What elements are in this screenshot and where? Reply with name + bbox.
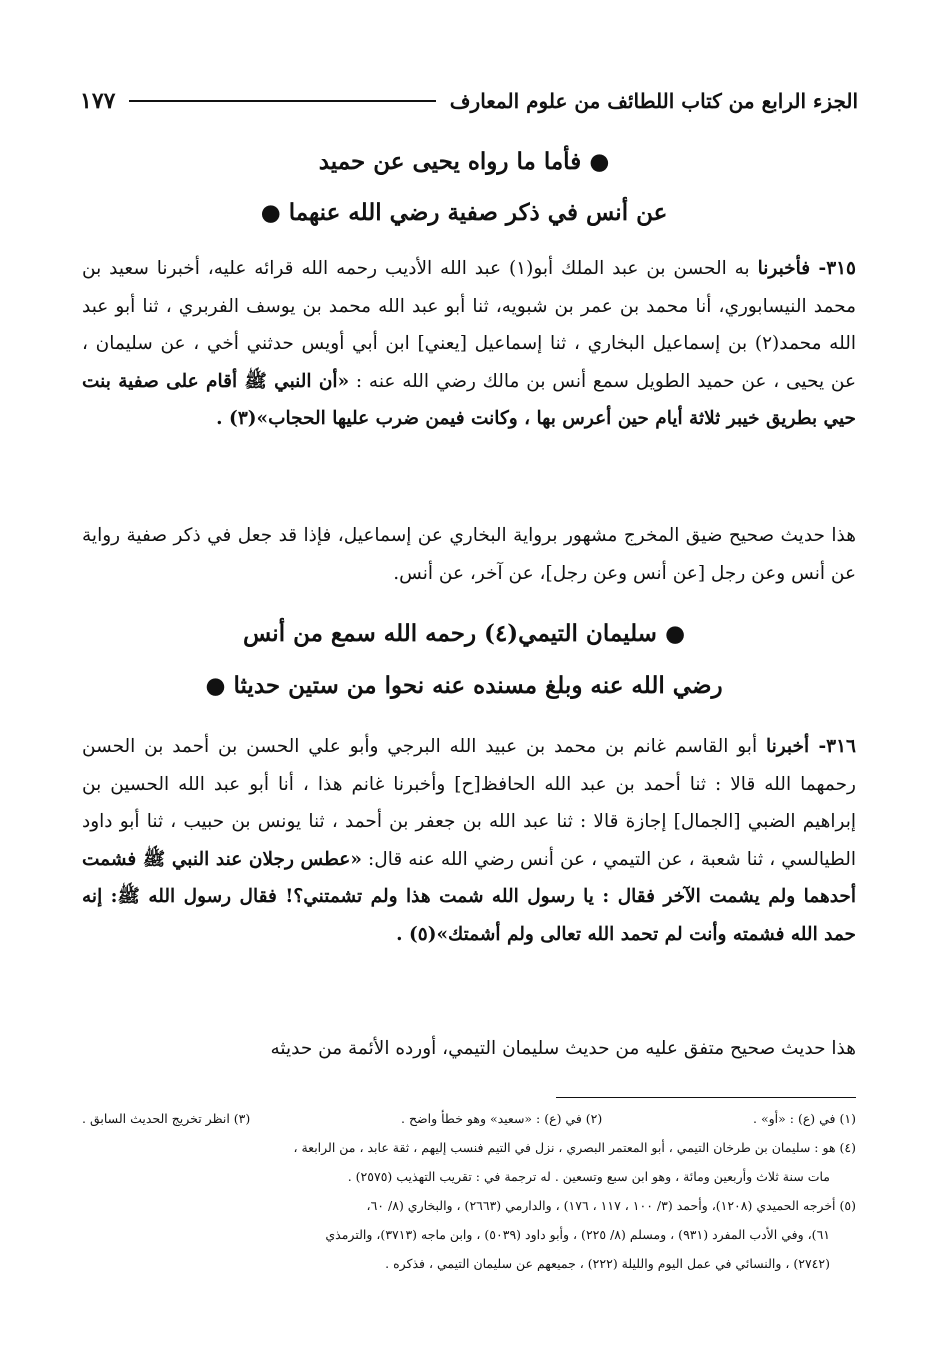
hadith-number: ٣١٥- فأخبرنا bbox=[757, 258, 856, 279]
footnote-2: (٢) في (ع) : «سعيد» وهو خطأ واضح . bbox=[401, 1111, 603, 1126]
footnotes bbox=[82, 1104, 856, 1278]
hadith-number: ٣١٦- أخبرنا bbox=[765, 736, 856, 757]
header-rule bbox=[129, 100, 435, 102]
commentary-315 bbox=[82, 517, 856, 592]
footnote-4-line: مات سنة ثلاث وأربعين ومائة ، وهو ابن سبع وتسعين . له ترجمة في : تقريب التهذيب (٢٥٧٥) . bbox=[347, 1169, 830, 1184]
section-heading-line: ● فأما ما رواه يحيى عن حميد bbox=[318, 148, 610, 175]
page-number: ١٧٧ bbox=[80, 88, 116, 114]
section-heading-line: ● سليمان التيمي(٤) رحمه الله سمع من أنس bbox=[242, 620, 686, 647]
footnote-row bbox=[82, 1104, 856, 1133]
footnote-5-line: (٥) أخرجه الحميدي (١٢٠٨)، وأحمد (٣/ ١٠٠ ، ١١٧ ، ١٧٦) ، والدارمي (٢٦٦٣) ، والبخاري (٨/ ٦٠، bbox=[366, 1198, 856, 1213]
commentary-text: هذا حديث صحيح متفق عليه من حديث سليمان التيمي، أورده الأئمة من حديثه bbox=[270, 1038, 856, 1059]
commentary-316 bbox=[82, 1030, 856, 1068]
hadith-text bbox=[82, 728, 856, 953]
hadith-315-paragraph bbox=[82, 250, 856, 438]
running-header bbox=[80, 84, 858, 118]
isnad-text: به الحسن بن عبد الملك أبو(١) عبد الله الأديب رحمه الله قرائه عليه، أخبرنا سعيد بن محمد النيسابوري، أنا محمد بن عمر بن شبويه، ثنا أبو عبد الله محمد بن يوسف الفربري ، ثنا أبو عبد الله محمد(٢) بن إسماعيل البخاري ، ثنا إسماعيل [يعني] ابن أبي أويس حدثني أخي ، عن سليمان ، عن يحيى ، عن حميد الطويل سمع أنس بن مالك رضي الله عنه : bbox=[82, 258, 856, 392]
footnote-1: (١) في (ع) : «أو» . bbox=[753, 1111, 856, 1126]
commentary-text: هذا حديث صحيح ضيق المخرج مشهور برواية البخاري عن إسماعيل، فإذا قد جعل في ذكر صفية رواية عن أنس وعن رجل [عن أنس وعن رجل]، عن آخر، عن أنس. bbox=[82, 525, 856, 584]
footnote-3: (٣) انظر تخريج الحديث السابق . bbox=[82, 1111, 251, 1126]
section-heading-line: رضي الله عنه وبلغ مسنده عنه نحوا من ستين حديثا ● bbox=[205, 672, 723, 699]
matn-quote: «عطس رجلان عند النبي ﷺ فشمت أحدهما ولم يشمت الآخر فقال : يا رسول الله شمت هذا ولم تشمتني؟! فقال رسول الله ﷺ: إنه حمد الله فشمته وأنت لم تحمد الله تعالى ولم أشمتك»(٥) . bbox=[82, 848, 856, 945]
footnote-4-line: (٤) هو : سليمان بن طرخان التيمي ، أبو المعتمر البصري ، نزل في التيم فنسب إليهم ، ثقة عابد ، من الرابعة ، bbox=[293, 1140, 856, 1155]
footnote-divider bbox=[556, 1097, 856, 1098]
matn-quote: «أن النبي ﷺ أقام على صفية بنت حيي بطريق خيبر ثلاثة أيام حين أعرس بها ، وكانت فيمن ضرب عليها الحجاب»(٣) . bbox=[82, 370, 856, 429]
running-title: الجزء الرابع من كتاب اللطائف من علوم المعارف bbox=[449, 89, 858, 113]
footnote-5-line: ٦١)، وفي الأدب المفرد (٩٣١) ، ومسلم (٨/ ٢٢٥) ، وأبو داود (٥٠٣٩) ، وابن ماجه (٣٧١٣)، والترمذي bbox=[325, 1227, 830, 1242]
section-heading-line: عن أنس في ذكر صفية رضي الله عنهما ● bbox=[260, 199, 668, 226]
hadith-316-paragraph bbox=[82, 728, 856, 953]
footnote-5-line: (٢٧٤٢) ، والنسائي في عمل اليوم والليلة (٢٢٢) ، جميعهم عن سليمان التيمي ، فذكره . bbox=[385, 1256, 830, 1271]
isnad-text: أبو القاسم غانم بن محمد بن عبيد الله البرجي وأبو علي الحسن بن أحمد بن الحسن رحمهما الله قالا : ثنا أحمد بن عبد الله الحافظ[ح] وأخبرنا غانم هذا ، أنا أبو عبد الله الحسين بن إبراهيم الضبي [الجمال] إجازة قالا : ثنا عبد الله بن جعفر بن أحمد ، ثنا يونس بن حبيب ، ثنا أبو داود الطيالسي ، ثنا شعبة ، عن التيمي ، عن أنس رضي الله عنه قال: bbox=[82, 736, 856, 870]
hadith-text bbox=[82, 250, 856, 438]
